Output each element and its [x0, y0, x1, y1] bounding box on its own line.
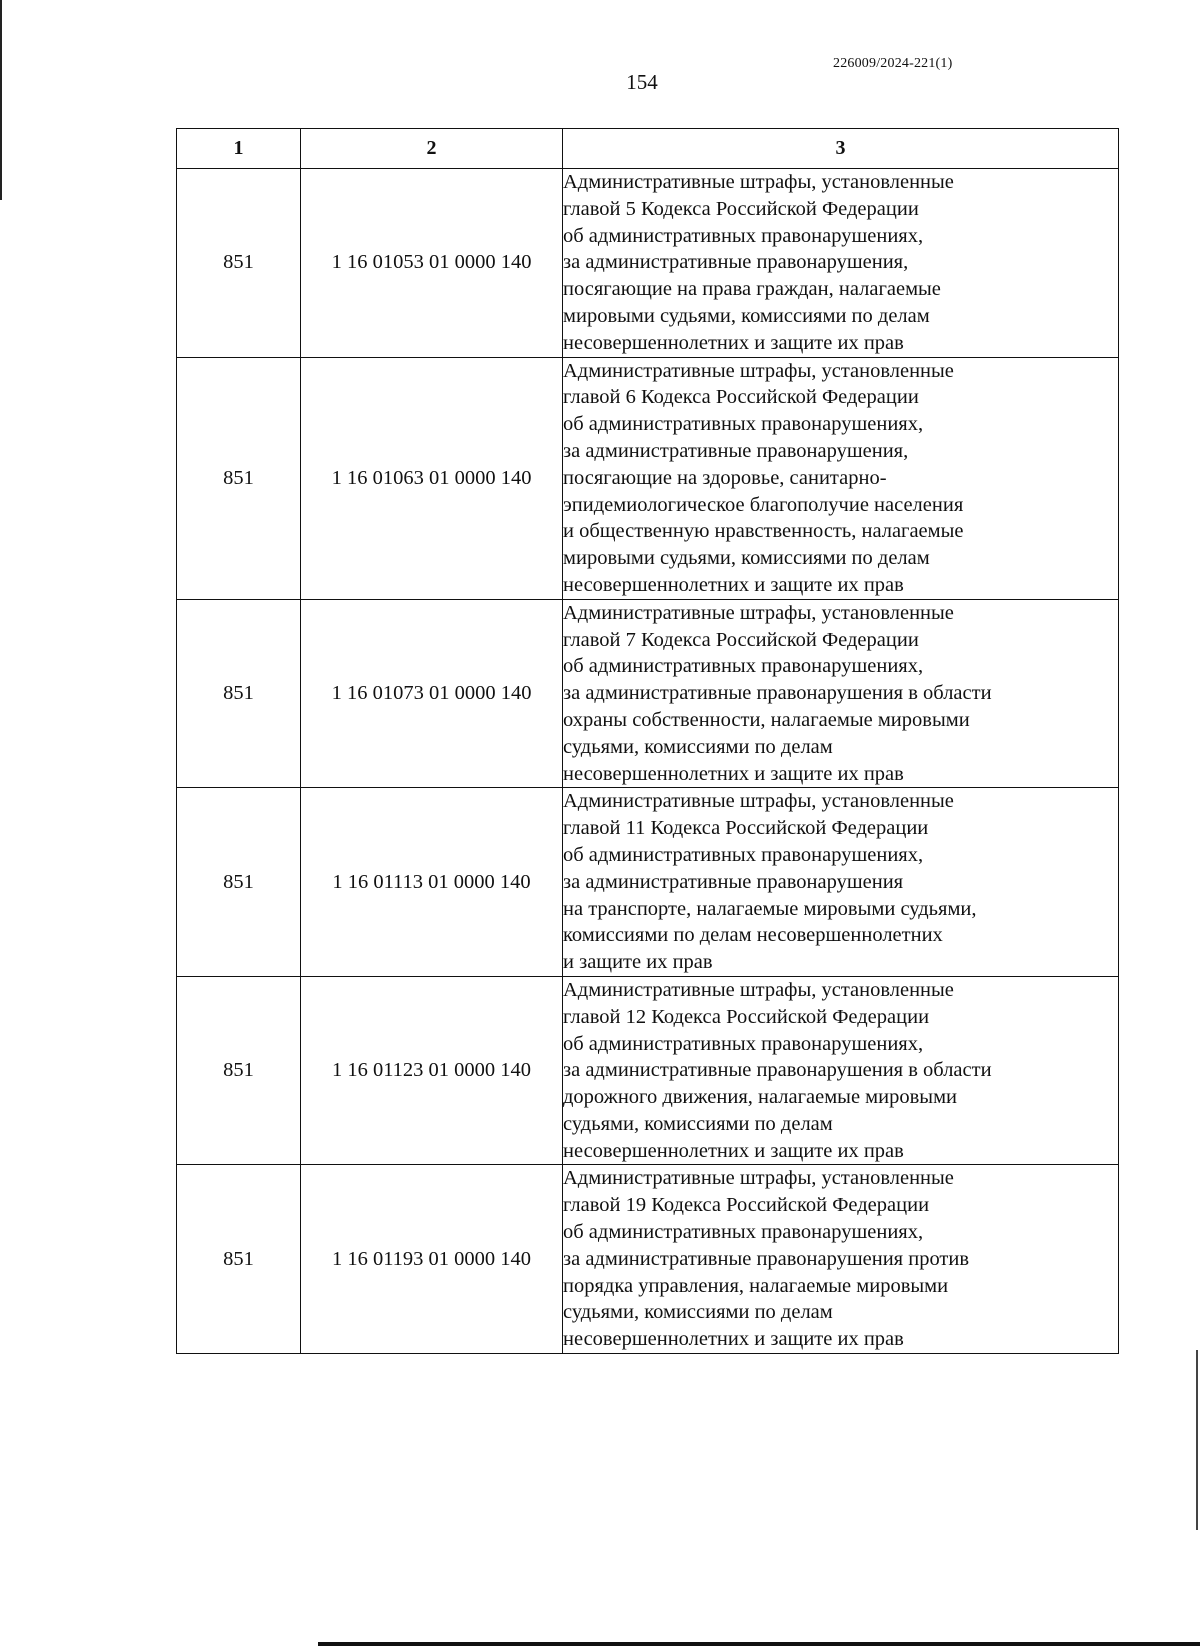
revenue-description-cell: [563, 357, 1119, 599]
description-line: об административных правонарушениях,: [563, 843, 924, 866]
table-row: [177, 1165, 1119, 1354]
description-line: за административные правонарушения,: [563, 439, 909, 462]
admin-code-cell: 851: [177, 357, 301, 599]
admin-code-cell: 851: [177, 976, 301, 1165]
page-number: 154: [626, 70, 658, 94]
description-line: эпидемиологическое благополучие населения: [563, 493, 964, 516]
description-line: Административные штрафы, установленные: [563, 171, 954, 193]
description-line: об административных правонарушениях,: [563, 1221, 924, 1244]
description-line: посягающие на здоровье, санитарно-: [563, 466, 887, 489]
description-line: главой 19 Кодекса Российской Федерации: [563, 1194, 930, 1217]
description-line: Административные штрафы, установленные: [563, 601, 954, 624]
table-header-row: [177, 129, 1119, 169]
description-line: Административные штрафы, установленные: [563, 978, 954, 1001]
description-line: мировыми судьями, комиссиями по делам: [563, 304, 930, 327]
admin-code-cell: 851: [177, 169, 301, 358]
column-header-1: 1: [177, 129, 301, 169]
description-line: за административные правонарушения в области: [563, 1059, 992, 1082]
description-line: на транспорте, налагаемые мировыми судьями,: [563, 897, 977, 920]
description-line: несовершеннолетних и защите их прав: [563, 1139, 904, 1162]
admin-code-cell: 851: [177, 788, 301, 977]
description-line: и общественную нравственность, налагаемые: [563, 520, 964, 543]
column-header-3: 3: [563, 129, 1119, 169]
description-line: комиссиями по делам несовершеннолетних: [563, 924, 943, 947]
budget-classification-code-cell: 1 16 01053 01 0000 140: [301, 169, 563, 358]
description-line: охраны собственности, налагаемые мировыми: [563, 708, 970, 731]
description-line: главой 12 Кодекса Российской Федерации: [563, 1005, 930, 1028]
column-header-2: 2: [301, 129, 563, 169]
admin-code-cell: 851: [177, 1165, 301, 1354]
revenue-description-cell: [563, 599, 1119, 788]
scan-edge-right: [1196, 1350, 1198, 1530]
description-line: и защите их прав: [563, 951, 713, 974]
budget-classification-code-cell: 1 16 01193 01 0000 140: [301, 1165, 563, 1354]
admin-code-cell: 851: [177, 599, 301, 788]
description-line: главой 11 Кодекса Российской Федерации: [563, 817, 929, 840]
description-line: главой 7 Кодекса Российской Федерации: [563, 628, 919, 651]
budget-classification-code-cell: 1 16 01063 01 0000 140: [301, 357, 563, 599]
table-row: [177, 599, 1119, 788]
description-line: Административные штрафы, установленные: [563, 359, 954, 382]
description-line: за административные правонарушения: [563, 870, 904, 893]
description-line: несовершеннолетних и защите их прав: [563, 762, 904, 785]
scan-edge-left: [0, 0, 2, 200]
revenue-description-cell: [563, 788, 1119, 977]
document-number: 226009/2024-221(1): [833, 56, 953, 71]
description-line: мировыми судьями, комиссиями по делам: [563, 547, 930, 570]
description-line: несовершеннолетних и защите их прав: [563, 1328, 904, 1351]
description-line: об административных правонарушениях,: [563, 1032, 924, 1055]
revenue-description-cell: [563, 976, 1119, 1165]
description-line: Административные штрафы, установленные: [563, 1167, 954, 1190]
description-line: за административные правонарушения,: [563, 251, 909, 274]
description-line: судьями, комиссиями по делам: [563, 1112, 833, 1135]
description-line: Административные штрафы, установленные: [563, 790, 954, 813]
description-line: об административных правонарушениях,: [563, 224, 924, 247]
budget-codes-table: [176, 128, 1119, 1354]
description-line: порядка управления, налагаемые мировыми: [563, 1274, 949, 1297]
description-line: за административные правонарушения против: [563, 1247, 970, 1270]
description-line: об административных правонарушениях,: [563, 655, 924, 678]
description-line: несовершеннолетних и защите их прав: [563, 331, 904, 354]
table-body: [177, 169, 1119, 1354]
description-line: несовершеннолетних и защите их прав: [563, 573, 904, 596]
budget-classification-code-cell: 1 16 01073 01 0000 140: [301, 599, 563, 788]
budget-classification-code-cell: 1 16 01123 01 0000 140: [301, 976, 563, 1165]
scan-edge-bottom: [318, 1642, 1200, 1646]
description-line: об административных правонарушениях,: [563, 413, 924, 436]
description-line: главой 5 Кодекса Российской Федерации: [563, 197, 919, 220]
description-line: судьями, комиссиями по делам: [563, 735, 833, 758]
description-line: судьями, комиссиями по делам: [563, 1301, 833, 1324]
revenue-description-cell: [563, 169, 1119, 358]
revenue-description-cell: [563, 1165, 1119, 1354]
table-row: [177, 357, 1119, 599]
description-line: посягающие на права граждан, налагаемые: [563, 278, 941, 301]
budget-classification-code-cell: 1 16 01113 01 0000 140: [301, 788, 563, 977]
table-row: [177, 976, 1119, 1165]
description-line: за административные правонарушения в области: [563, 682, 992, 705]
description-line: главой 6 Кодекса Российской Федерации: [563, 386, 919, 409]
table-row: [177, 169, 1119, 358]
description-line: дорожного движения, налагаемые мировыми: [563, 1086, 958, 1109]
table-row: [177, 788, 1119, 977]
